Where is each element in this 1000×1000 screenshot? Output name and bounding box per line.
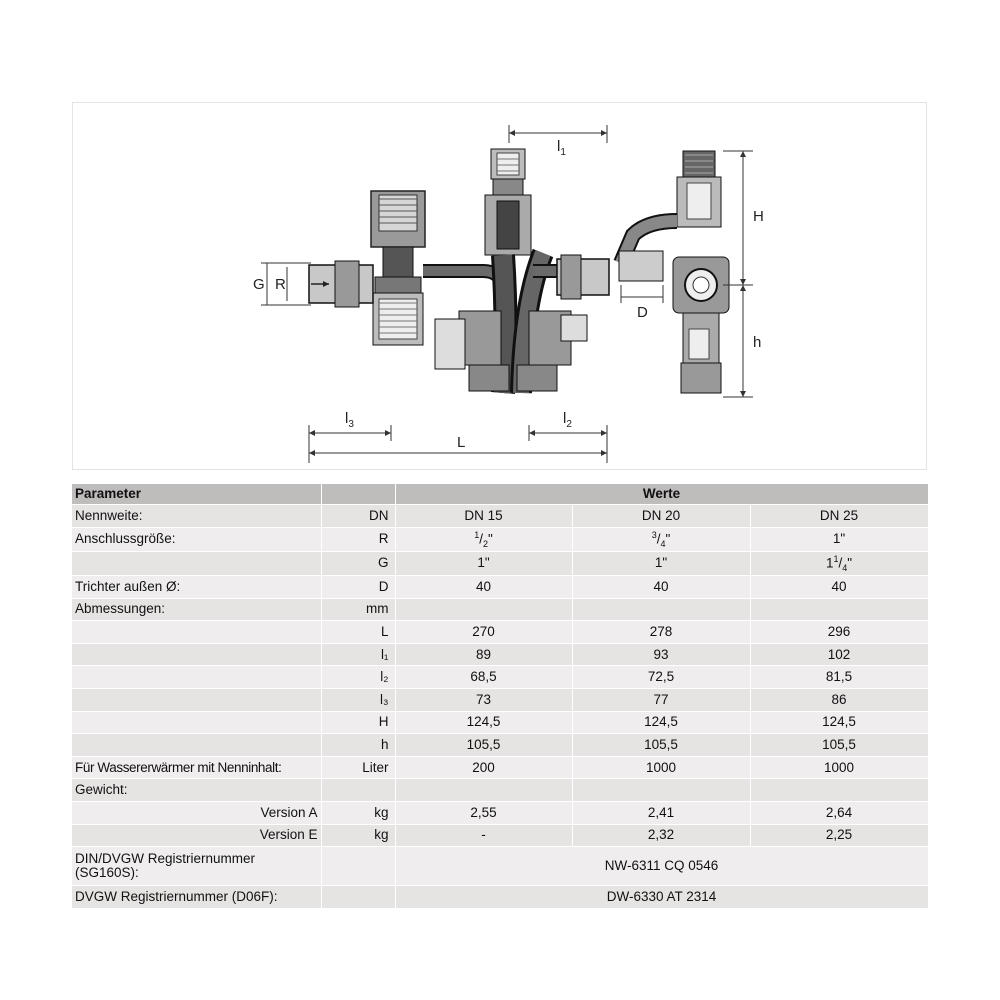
table-row: L 270 278 296 [72,621,928,644]
table-row: h 105,5 105,5 105,5 [72,734,928,757]
table-row: G 1" 1" $1^1/_4$" [72,551,928,575]
value-r-dn15: $^1/_2$" [395,527,572,551]
inlet-pipe [309,261,373,307]
value-g-dn25: $1^1/_4$" [750,551,928,575]
table-row: DIN/DVGW Registriernummer (SG160S): NW-6311 CQ 0546 [72,847,928,886]
table-row: Für Wassererwärmer mit Nenninhalt: Liter 200 1000 1000 [72,756,928,779]
pressure-reducer-left [371,191,425,345]
header-unit [321,484,395,505]
dim-label-l3: $l_3$ [345,410,354,430]
dim-label-l2: $l_2$ [563,410,572,430]
table-row: Anschlussgröße: R $^1/_2$" $^3/_4$" 1" [72,527,928,551]
dim-label-R: R [275,276,286,293]
technical-drawing [72,102,927,470]
table-row: l₃ 73 77 86 [72,688,928,711]
dim-label-H: H [753,208,764,225]
table-row: DVGW Registriernummer (D06F): DW-6330 AT 2314 [72,886,928,909]
table-row: Nennweite: DN DN 15 DN 20 DN 25 [72,505,928,528]
header-parameter: Parameter [72,484,321,505]
table-row: Trichter außen Ø: D 40 40 40 [72,575,928,598]
valve-diagram [73,103,928,471]
table-row: Version E kg - 2,32 2,25 [72,824,928,847]
value-r-dn25: 1" [750,527,928,551]
dim-label-D: D [637,304,648,321]
value-r-dn20: $^3/_4$" [572,527,750,551]
table-row: l₁ 89 93 102 [72,643,928,666]
table-row: l₂ 68,5 72,5 81,5 [72,666,928,689]
side-view [619,151,729,393]
header-values: Werte [395,484,928,505]
spec-table [72,484,929,909]
table-header-row [72,484,928,505]
table-row: H 124,5 124,5 124,5 [72,711,928,734]
table-row: Abmessungen: mm [72,598,928,621]
dim-label-l1: $l_1$ [557,138,566,158]
dim-label-G: G [253,276,265,293]
dim-label-L: L [457,434,466,451]
table-row: Version A kg 2,55 2,41 2,64 [72,801,928,824]
dim-label-h: h [753,334,762,351]
table-row: Gewicht: [72,779,928,802]
